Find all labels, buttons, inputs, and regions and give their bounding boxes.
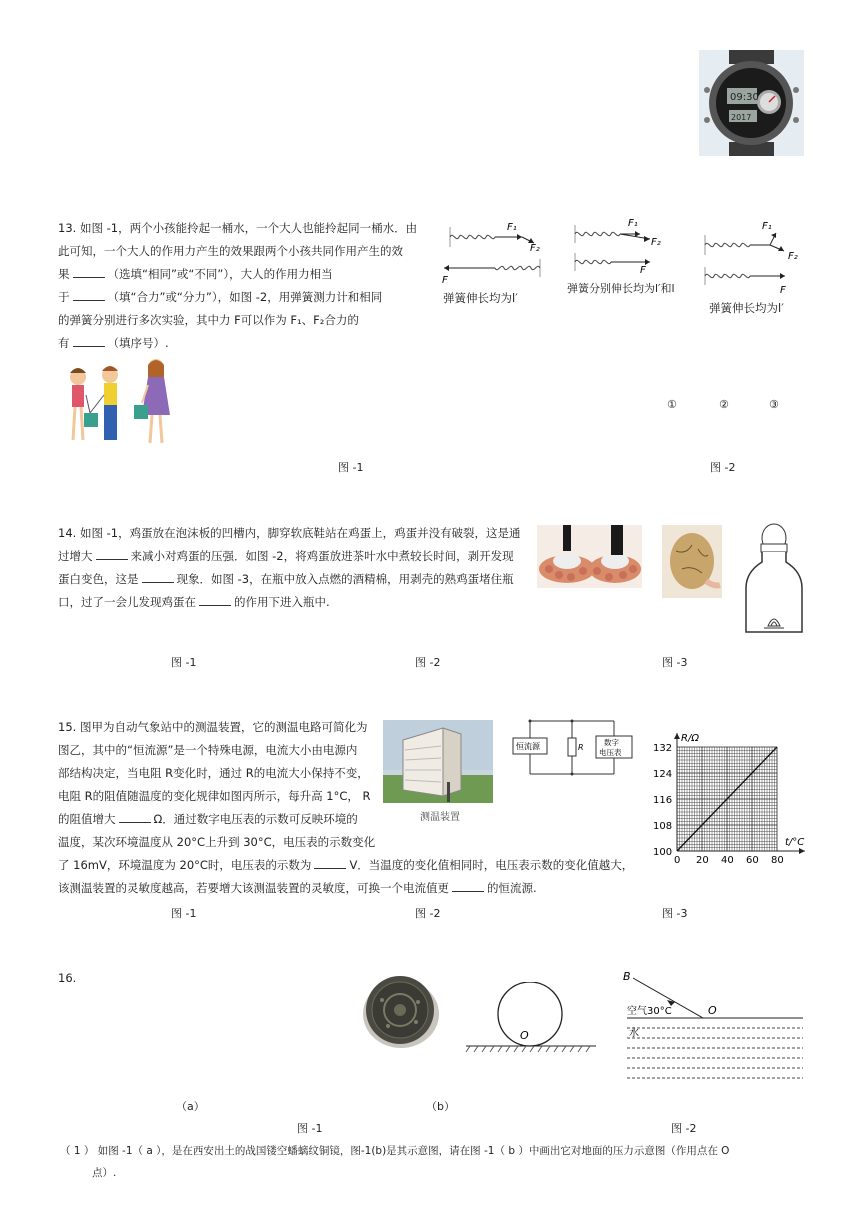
q13-line-1: 13. 如图 -1，两个小孩能拎起一桶水，一个大人也能拎起同一桶水．由 — [58, 221, 418, 235]
q14-fig1-caption: 图 -1 — [171, 656, 197, 669]
q13-line-2: 此可知，一个大人的作用力产生的效果跟两个小孩共同作用产生的效 — [58, 244, 403, 258]
q16-number: 16. — [58, 971, 77, 985]
x-tick-label: 80 — [771, 855, 784, 866]
q16-part1-line2: 点）. — [92, 1167, 117, 1179]
x-axis-label: t/°C — [785, 837, 805, 848]
q15-line-7: 了 16mV，环境温度为 20°C时，电压表的示数为 V．当温度的变化值相同时，电压表示数的变化值越大， — [58, 858, 634, 872]
q15-line-5: 的阻值增大 Ω．通过数字电压表的示数可反映环境的 — [58, 812, 358, 826]
q13-fig1-caption: 图 -1 — [338, 461, 364, 474]
voltmeter-label-2: 电压表 — [599, 748, 622, 757]
label-f1: F₁ — [507, 222, 517, 233]
x-tick-label: 40 — [721, 855, 734, 866]
sub-label-a: （a） — [176, 1100, 205, 1113]
label-f1: F₁ — [762, 221, 772, 232]
point-b-label: B — [623, 970, 631, 983]
x-tick-label: 20 — [696, 855, 709, 866]
y-axis-arrow — [674, 733, 680, 739]
q13-fig2-caption: 图 -2 — [710, 461, 736, 474]
option-2: ② — [719, 398, 729, 411]
label-f: F — [640, 265, 646, 276]
watch-photo — [699, 50, 804, 156]
y-tick-label: 116 — [653, 795, 673, 806]
photo-caption: 测温装置 — [420, 812, 460, 823]
q14-line-4: 口，过了一会儿发现鸡蛋在 的作用下进入瓶中. — [58, 595, 330, 609]
option-3: ③ — [769, 398, 779, 411]
answer-blank[interactable] — [142, 571, 174, 583]
bronze-mirror-photo — [360, 972, 442, 1050]
y-tick-label: 132 — [653, 743, 673, 754]
mirror-schematic-figure — [462, 982, 602, 1054]
air-label: 空气30°C — [627, 1006, 672, 1017]
q14-line-1: 14. 如图 -1，鸡蛋放在泡沫板的凹槽内，脚穿软底鞋站在鸡蛋上，鸡蛋并没有破裂，这是通 — [58, 526, 521, 540]
answer-blank[interactable] — [73, 289, 105, 301]
q14-line-3: 蛋白变色，这是 现象．如图 -3，在瓶中放入点燃的酒精棉，用剥壳的熟鸡蛋堵住瓶 — [58, 572, 514, 586]
x-axis-arrow — [799, 848, 805, 854]
q15-fig2-caption: 图 -2 — [415, 907, 441, 920]
y-tick-label: 100 — [653, 847, 673, 858]
answer-blank[interactable] — [96, 548, 128, 560]
light-refraction-figure — [615, 966, 805, 1081]
q15-fig3-caption: 图 -3 — [662, 907, 688, 920]
y-tick-label: 108 — [653, 821, 673, 832]
watch-display-time: 09:30 — [730, 92, 759, 103]
q14-line-2: 过增大 来减小对鸡蛋的压强．如图 -2，将鸡蛋放进茶叶水中煮较长时间，剥开发现 — [58, 549, 514, 563]
spring-caption-3: 弹簧伸长均为l′ — [709, 301, 784, 315]
q15-line-6: 温度，某次环境温度从 20°C上升到 30°C，电压表的示数变化 — [58, 835, 376, 849]
label-f: F — [442, 275, 448, 286]
answer-blank[interactable] — [199, 594, 231, 606]
q16-part1-line1: （ 1 ） 如图 -1（ a ），是在西安出土的战国镂空蟠螭纹铜镜，图-1(b)是其示意图，请在图 -1（ b ）中画出它对地面的压力示意图（作用点在 O — [60, 1145, 730, 1157]
label-f2: F₂ — [651, 237, 661, 248]
bucket-right — [134, 405, 148, 419]
sub-label-b: （b） — [426, 1100, 455, 1113]
answer-blank[interactable] — [314, 857, 346, 869]
answer-blank[interactable] — [73, 266, 105, 278]
q13-line-5: 的弹簧分别进行多次实验，其中力 F可以作为 F₁、F₂合力的 — [58, 313, 359, 327]
q14-fig2-caption: 图 -2 — [415, 656, 441, 669]
chart-ticks — [653, 743, 784, 866]
y-tick-label: 124 — [653, 769, 673, 780]
label-f: F — [780, 285, 786, 296]
spring-caption-1: 弹簧伸长均为l′ — [443, 291, 518, 305]
bottle-with-egg-figure — [744, 520, 804, 635]
resistance-temperature-chart — [645, 725, 815, 870]
constant-current-source-label: 恒流源 — [516, 742, 540, 751]
resistor-label: R — [578, 743, 584, 752]
point-o-label: O — [708, 1004, 717, 1017]
q15-line-4: 电阻 R的阻值随温度的变化规律如图丙所示，每升高 1°C， R — [58, 789, 371, 803]
circuit-diagram — [510, 718, 635, 778]
tea-egg-photo — [662, 525, 722, 598]
label-f2: F₂ — [788, 251, 798, 262]
q15-line-2: 图乙，其中的“恒流源”是一个特殊电源，电流大小由电源内 — [58, 743, 358, 757]
point-o-label: O — [520, 1029, 529, 1042]
q15-fig1-caption: 图 -1 — [171, 907, 197, 920]
answer-blank[interactable] — [73, 335, 105, 347]
spring-caption-2: 弹簧分别伸长均为l′和l — [567, 282, 675, 295]
label-f2: F₂ — [530, 243, 540, 254]
q15-line-1: 15. 图甲为自动气象站中的测温装置，它的测温电路可简化为 — [58, 720, 368, 734]
children-carrying-bucket-figure — [58, 355, 188, 450]
q16-fig2-caption: 图 -2 — [671, 1122, 697, 1135]
x-tick-label: 0 — [674, 855, 681, 866]
q16-fig1-caption: 图 -1 — [297, 1122, 323, 1135]
q13-line-3: 果 （选填“相同”或“不同”），大人的作用力相当 — [58, 267, 333, 281]
q15-line-3: 部结构决定，当电阻 R变化时，通过 R的电流大小保持不变， — [58, 766, 369, 780]
voltmeter-label-1: 数字 — [604, 738, 619, 747]
bucket-left — [84, 413, 98, 427]
q15-line-8: 该测温装置的灵敏度越高，若要增大该测温装置的灵敏度，可换一个电流值更 的恒流源. — [58, 881, 537, 895]
thermometer-station-photo — [383, 720, 493, 803]
y-axis-label: R/Ω — [681, 733, 699, 744]
q13-line-6: 有 （填序号）. — [58, 336, 169, 350]
watch-display-year: 2017 — [731, 113, 752, 122]
label-f1: F₁ — [628, 218, 638, 229]
x-tick-label: 60 — [746, 855, 759, 866]
q13-line-4: 于 （填“合力”或“分力”），如图 -2，用弹簧测力计和相同 — [58, 290, 383, 304]
feet-on-eggs-photo — [537, 525, 642, 588]
answer-blank[interactable] — [119, 811, 151, 823]
option-1: ① — [667, 398, 677, 411]
q14-fig3-caption: 图 -3 — [662, 656, 688, 669]
answer-blank[interactable] — [452, 880, 484, 892]
water-label: 水 — [629, 1028, 639, 1039]
